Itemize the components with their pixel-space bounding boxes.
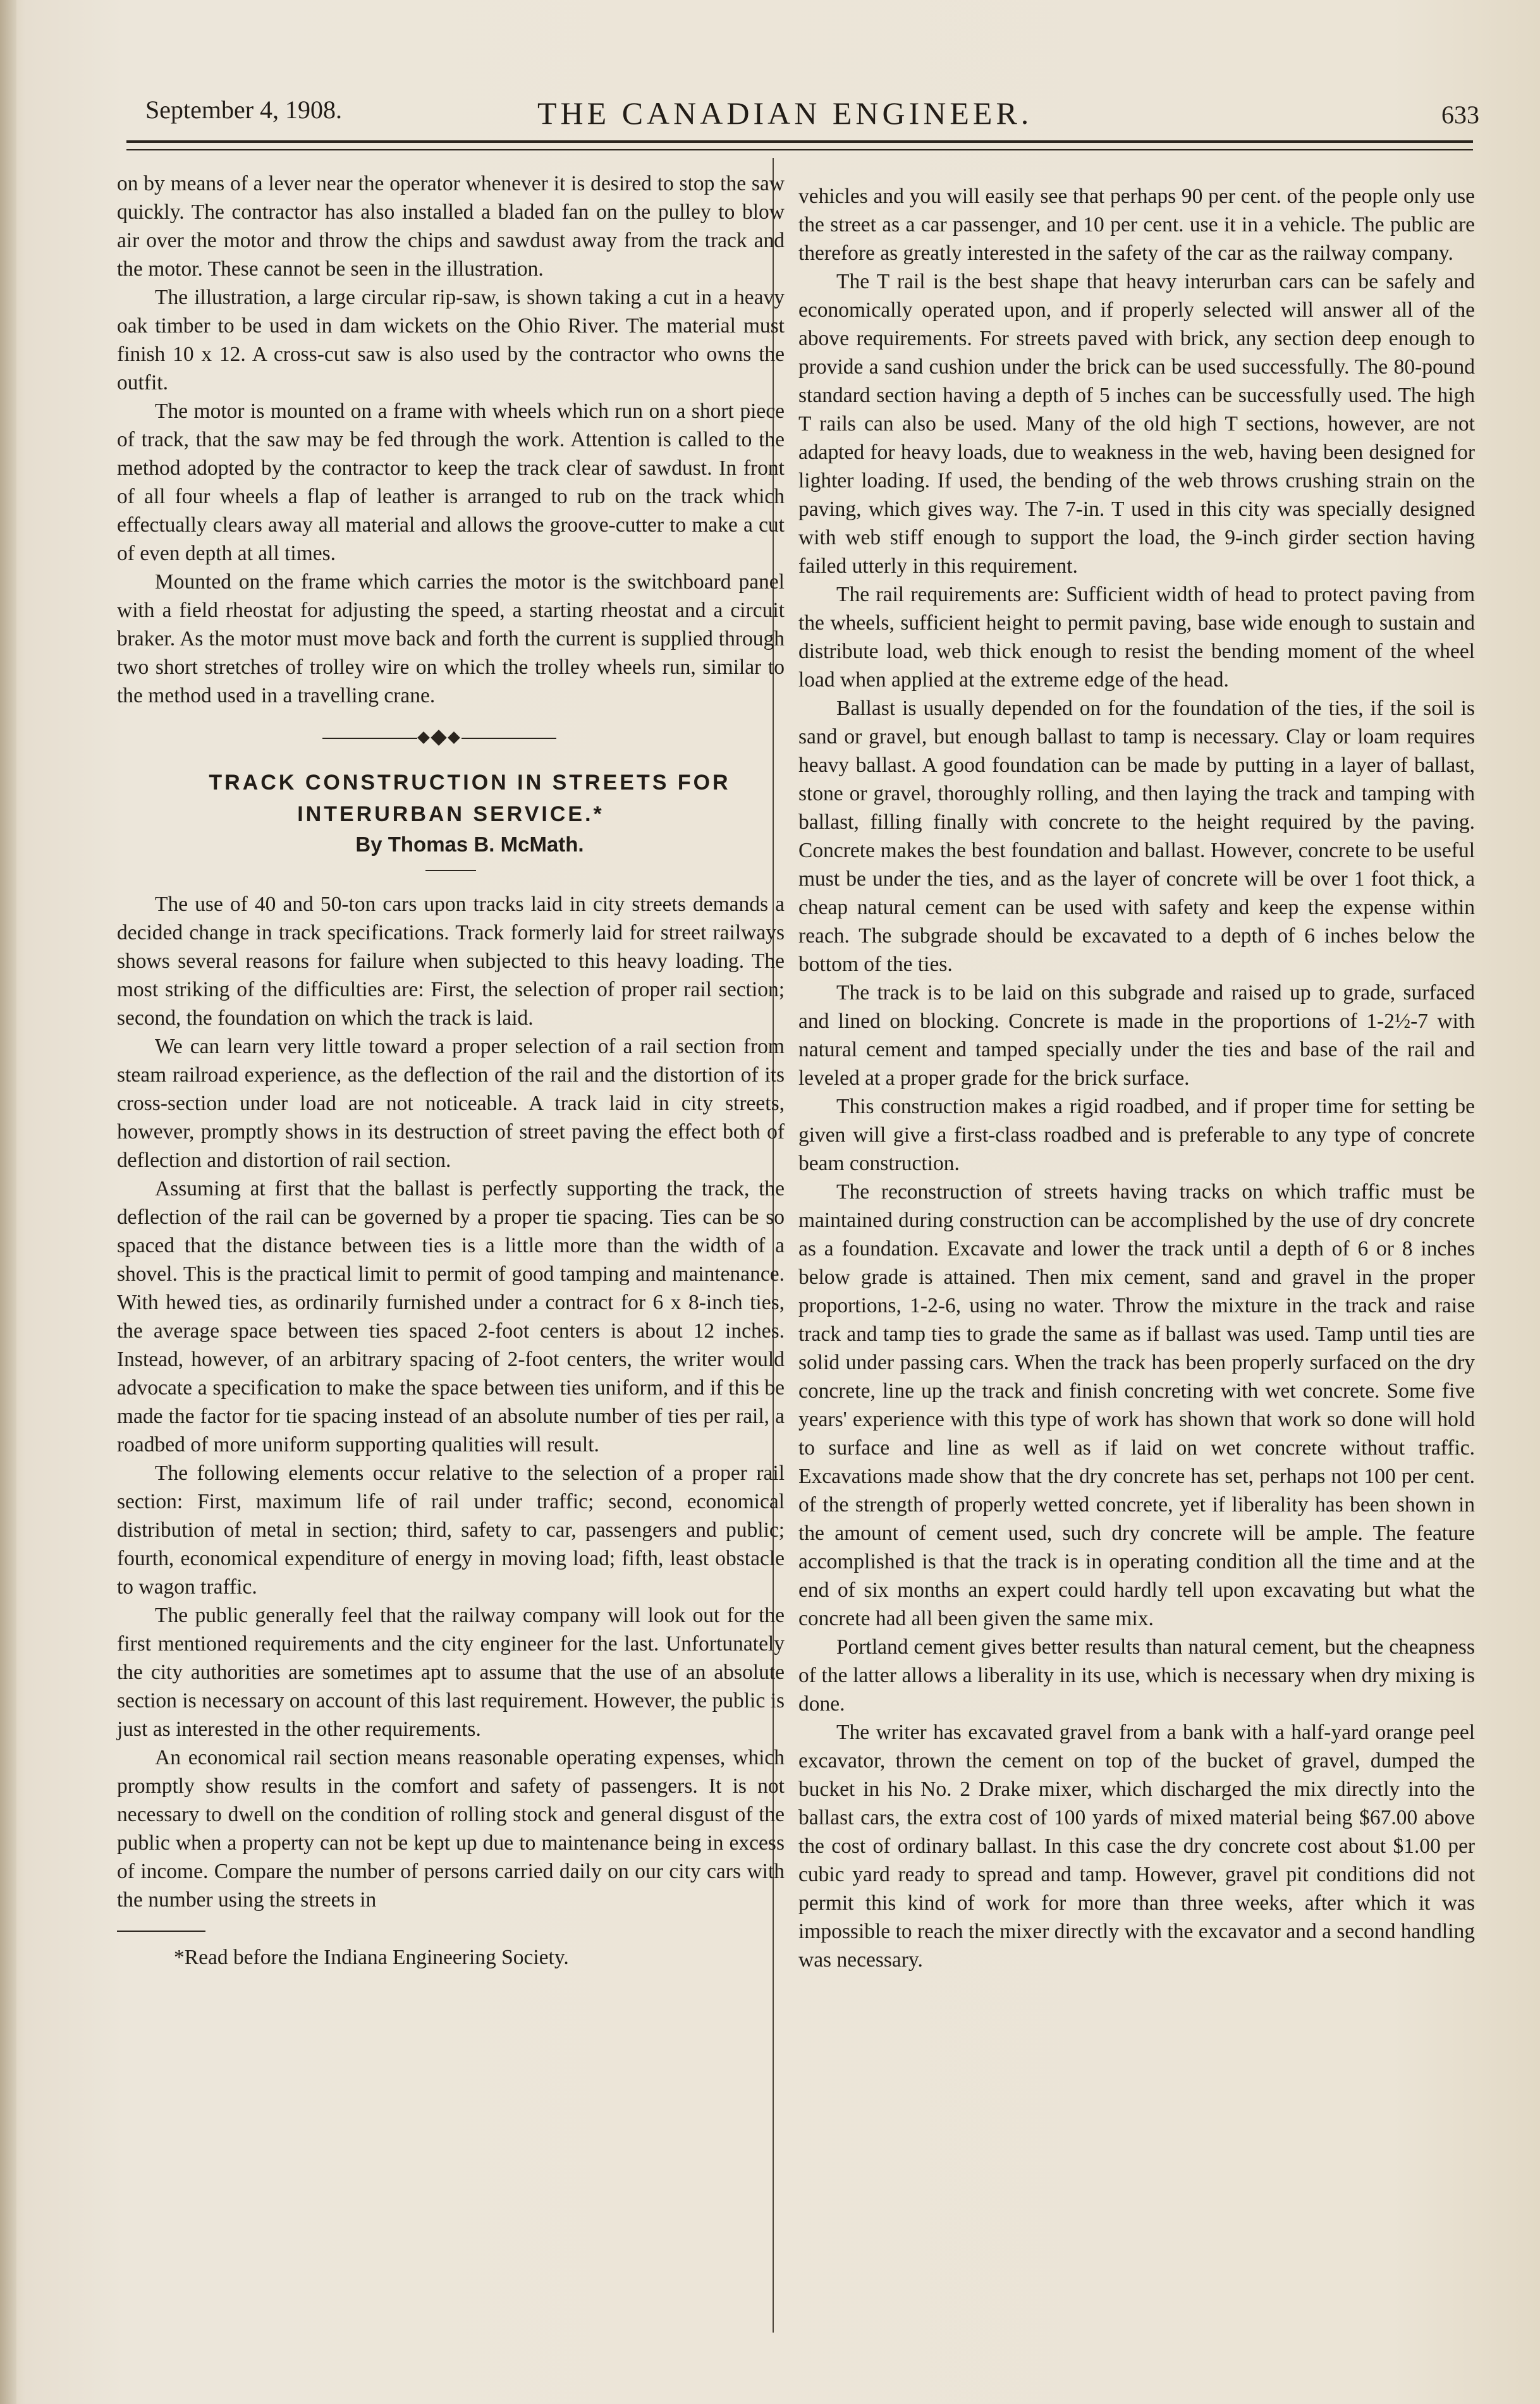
- paragraph: Mounted on the frame which carries the motor is the switchboard panel with a field rheostat for adjusting the speed, a starting rheostat and a circuit braker. As the motor must move back and forth the current is supplied through two short stretches of trolley wire on which the trolley wheels run, similar to the method used in a travelling crane.: [117, 570, 785, 707]
- footnote: *Read before the Indiana Engineering Society.: [174, 1946, 569, 1969]
- paragraph: The T rail is the best shape that heavy interurban cars can be safely and economically operated upon, and if properly selected will answer all of the above requirements. For streets paved with brick, any section deep enough to provide a sand cushion under the brick can be used successfully. The 80-pound standard section having a depth of 5 inches can be successfully used. The high T rails can also be used. Many of the old high T sections, however, are not adapted for heavy loads, due to weakness in the web, having been designed for lighter loading. If used, the bending of the web throws crushing strain on the paving, which gives way. The 7-in. T used in this city was specially designed with web stiff enough to support the load, the 9-inch girder section having failed utterly in this requirement.: [798, 270, 1475, 578]
- header-date: September 4, 1908.: [145, 95, 343, 124]
- paragraph: The rail requirements are: Sufficient width of head to protect paving from the wheels, sufficient height to permit paving, base wide enough to sustain and distribute load, web thick enough to resist the bending moment of the wheel load when applied at the extreme edge of the head.: [798, 583, 1475, 692]
- footnote-rule: [117, 1931, 205, 1932]
- byline-rule: [425, 870, 476, 871]
- paragraph: Ballast is usually depended on for the foundation of the ties, if the soil is sand or gravel, but enough ballast to tamp is necessary. Clay or loam requires heavy ballast. A good foundation can be made by putting in a layer of ballast, stone or gravel, thoroughly rolling, and then laying the track and tamping with ballast, filling finally with concrete to the height required by the paving. Concrete makes the best foundation and ballast. However, concrete to be useful must be under the ties, and as the layer of concrete will be over 1 foot thick, a cheap natural cement can be used with safety and keep the expense within reach. The subgrade should be excavated to a depth of 6 inches below the bottom of the ties.: [798, 697, 1475, 976]
- paragraph: vehicles and you will easily see that perhaps 90 per cent. of the people only use the street as a car passenger, and 10 per cent. use it in a vehicle. The public are therefore as greatly interested in the safety of the car as the railway company.: [798, 185, 1475, 265]
- article-byline: By Thomas B. McMath.: [355, 833, 584, 856]
- paragraph: This construction makes a rigid roadbed, and if proper time for setting be given will give a first-class roadbed and is preferable to any type of concrete beam construction.: [798, 1095, 1475, 1175]
- left-column: [117, 169, 785, 1972]
- paragraph: The use of 40 and 50-ton cars upon tracks laid in city streets demands a decided change in track specifications. Track formerly laid for street railways shows several reasons for failure when subjected to this heavy loading. The most striking of the difficulties are: First, the selection of proper rail section; second, the foundation on which the track is laid.: [117, 893, 785, 1030]
- paragraph: The public generally feel that the railway company will look out for the first mentioned requirements and the city engineer for the last. Unfortunately the city authorities are sometimes apt to assume that the use of an absolute section is necessary on account of this last requirement. However, the public is just as interested in the other requirements.: [117, 1604, 785, 1741]
- paragraph: on by means of a lever near the operator whenever it is desired to stop the saw quickly. The contractor has also installed a bladed fan on the pulley to blow air over the motor and throw the chips and sawdust away from the track and the motor. These cannot be seen in the illustration.: [117, 172, 785, 281]
- header-rule-thin: [126, 149, 1473, 150]
- paragraph: Assuming at first that the ballast is perfectly supporting the track, the deflection of the rail can be governed by a proper tie spacing. Ties can be so spaced that the distance between ties is a little more than the width of a shovel. This is the practical limit to permit of good tamping and maintenance. With hewed ties, as ordinarily furnished under a contract for 6 x 8-inch ties, the average space between ties spaced 2-foot centers is about 12 inches. Instead, however, of an arbitrary spacing of 2-foot centers, the writer would advocate a specification to make the space between ties uniform, and if this be made the factor for tie spacing instead of an absolute number of ties per rail, a roadbed of more uniform supporting qualities will result.: [117, 1177, 785, 1456]
- article-title: TRACK CONSTRUCTION IN STREETS FOR INTERURBAN SERVICE.*: [209, 771, 731, 826]
- journal-title: THE CANADIAN ENGINEER.: [537, 95, 1033, 131]
- paragraph: The reconstruction of streets having tracks on which traffic must be maintained during construction can be accomplished by the use of dry concrete as a foundation. Excavate and lower the track until a depth of 6 or 8 inches below grade is attained. Then mix cement, sand and gravel in the proper proportions, 1-2-6, using no water. Throw the mixture in the track and raise track and tamp ties to grade the same as if ballast was used. Tamp until ties are solid under passing cars. When the track has been properly surfaced on the dry concrete, line up the track and finish concreting with wet concrete. Some five years' experience with this type of work has shown that work so done will hold to surface and line as well as if laid on wet concrete without traffic. Excavations made show that the dry concrete has set, perhaps not 100 per cent. of the strength of properly wetted concrete, yet if liberality has been shown in the amount of cement used, such dry concrete will be ample. The feature accomplished is that the track is in operating condition all the time and at the end of six months an expert could hardly tell upon excavating but what the concrete had all been given the same mix.: [798, 1180, 1475, 1630]
- page-header: [145, 95, 1479, 139]
- section-ornament: [117, 723, 785, 754]
- paragraph: Portland cement gives better results than natural cement, but the cheapness of the latter allows a liberality in its use, which is necessary when dry mixing is done.: [798, 1635, 1475, 1716]
- paragraph: An economical rail section means reasonable operating expenses, which promptly show results in the comfort and safety of passengers. It is not necessary to dwell on the condition of rolling stock and general disgust of the public when a property can not be kept up due to maintenance being in excess of income. Compare the number of persons carried daily on our city cars with the number using the streets in: [117, 1746, 785, 1912]
- paragraph: We can learn very little toward a proper selection of a rail section from steam railroad experience, as the deflection of the rail and the distortion of its cross-section under load are not noticeable. A track laid in city streets, however, promptly shows in its destruction of street paving the effect both of deflection and distortion of rail section.: [117, 1035, 785, 1172]
- header-rule-thick: [126, 140, 1473, 143]
- page-number: 633: [1441, 101, 1479, 129]
- paragraph: The track is to be laid on this subgrade and raised up to grade, surfaced and lined on blocking. Concrete is made in the proportions of 1-2½-7 with natural cement and tamped specially under the ties and base of the rail and leveled at a proper grade for the brick surface.: [798, 981, 1475, 1090]
- paragraph: The writer has excavated gravel from a bank with a half-yard orange peel excavator, thrown the cement on top of the bucket of gravel, dumped the bucket in his No. 2 Drake mixer, which discharged the mix directly into the ballast cars, the extra cost of 100 yards of mixed material being $67.00 above the cost of ordinary ballast. In this case the dry concrete cost about $1.00 per cubic yard ready to spread and tamp. However, gravel pit conditions did not permit this kind of work for more than three weeks, after which it was impossible to reach the mixer directly with the excavator and a second handling was necessary.: [798, 1721, 1475, 1972]
- paragraph: The illustration, a large circular rip-saw, is shown taking a cut in a heavy oak timber to be used in dam wickets on the Ohio River. The material must finish 10 x 12. A cross-cut saw is also used by the contractor who owns the outfit.: [117, 286, 785, 394]
- paragraph: The following elements occur relative to the selection of a proper rail section: First, maximum life of rail under traffic; second, economical distribution of metal in section; third, safety to car, passengers and public; fourth, economical expenditure of energy in moving load; fifth, least obstacle to wagon traffic.: [117, 1461, 785, 1599]
- page-binding-edge: [0, 0, 16, 2404]
- right-column: [798, 182, 1475, 1974]
- paragraph: The motor is mounted on a frame with wheels which run on a short piece of track, that the saw may be fed through the work. Attention is called to the method adopted by the contractor to keep the track clear of sawdust. In front of all four wheels a flap of leather is arranged to rub on the track which effectually clears away all material and allows the groove-cutter to make a cut of even depth at all times.: [117, 400, 785, 565]
